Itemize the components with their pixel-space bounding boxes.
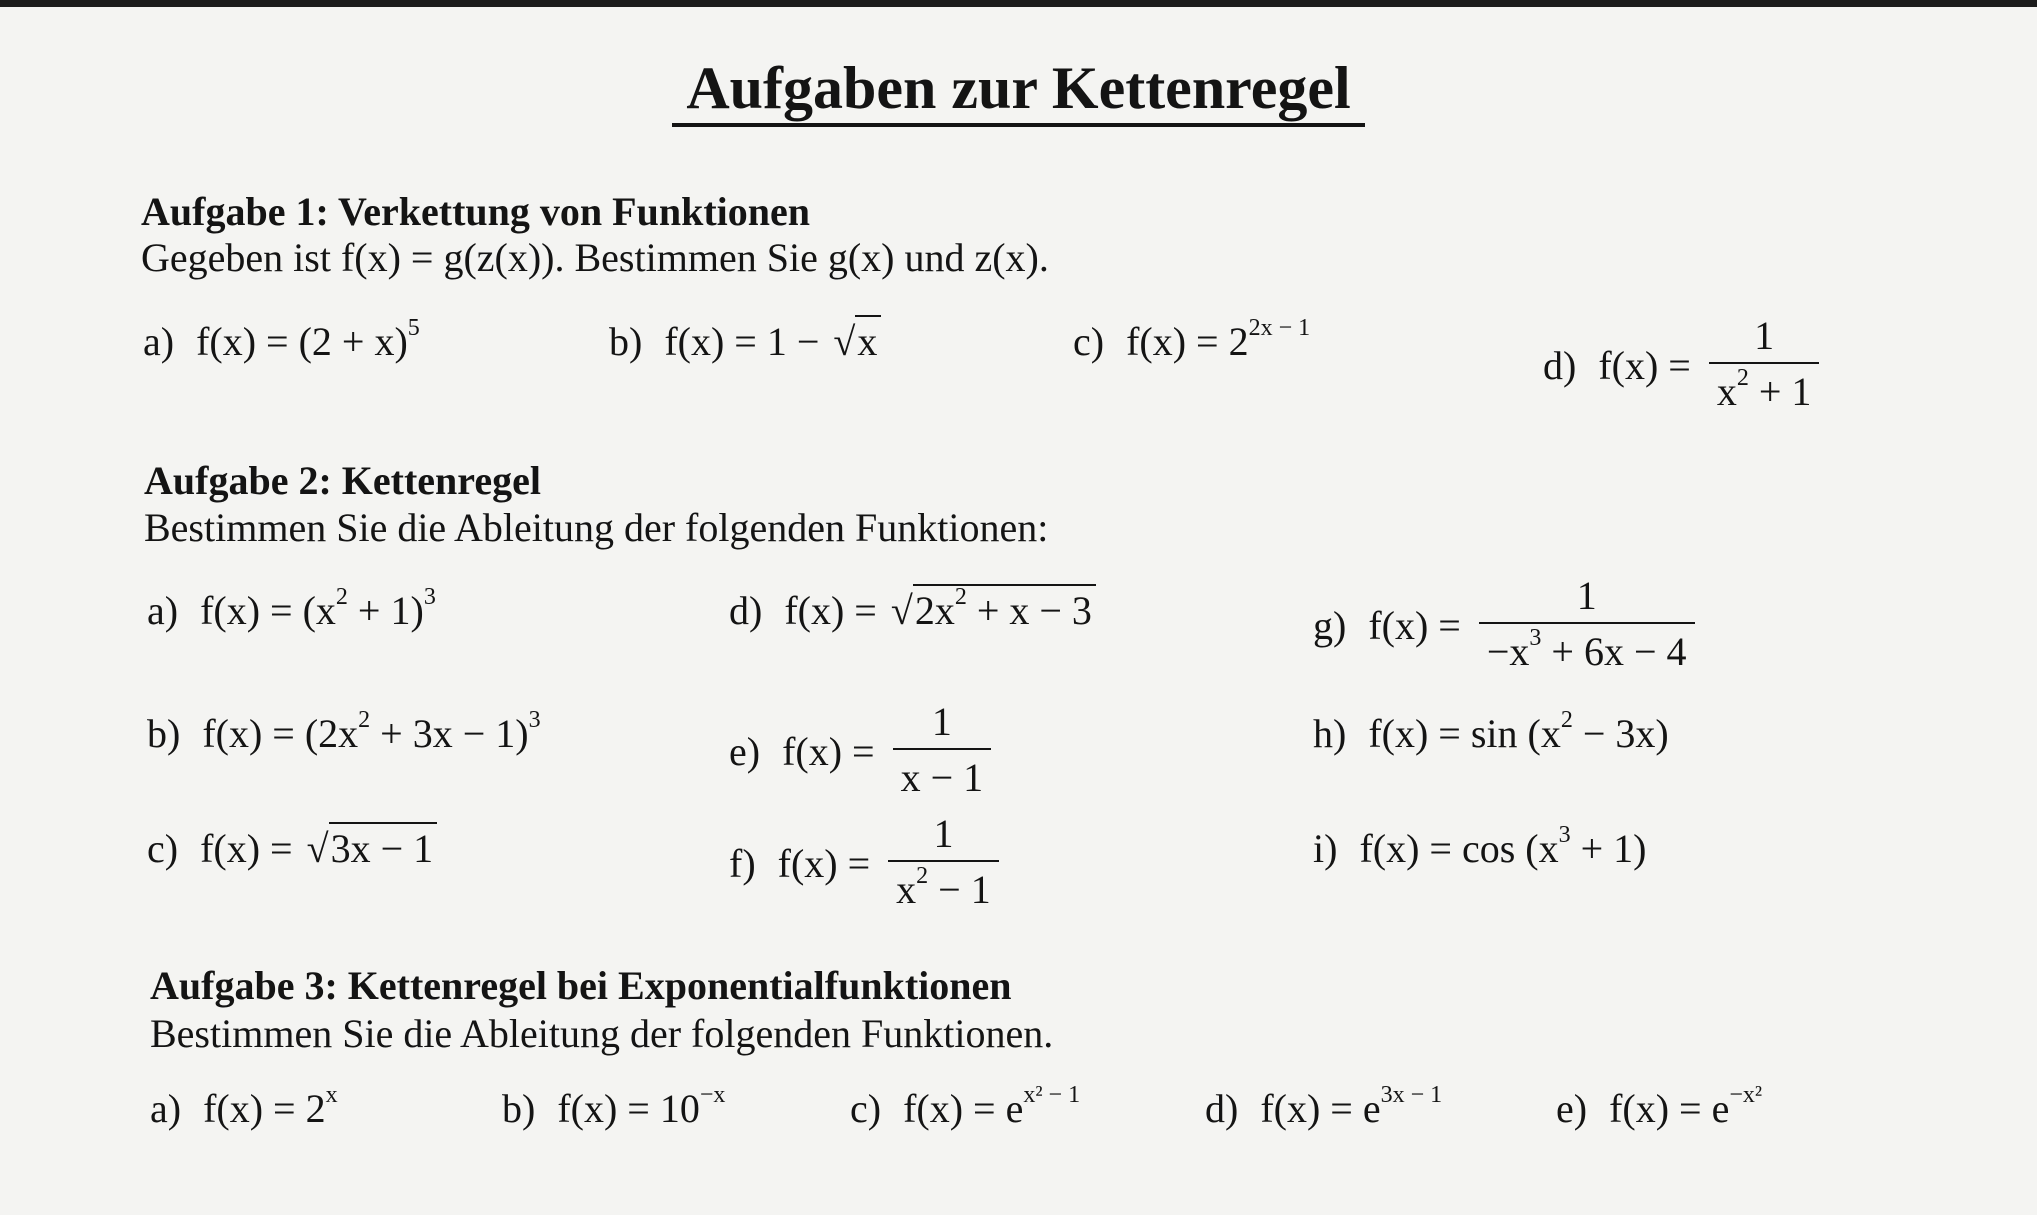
exercise-1b: b) f(x) = 1 − √x: [609, 322, 881, 362]
exercise-2d: d) $f(x) = √2x^2 + x - 3$: [729, 591, 1096, 631]
aufgabe2-heading: Aufgabe 2: Kettenregel: [144, 458, 541, 503]
exercise-2f: f) f(x) = $\frac{1}{x^2 - 1}$: [729, 820, 999, 916]
aufgabe2-instruction: Bestimmen Sie die Ableitung der folgenden Funktionen:: [144, 505, 1049, 550]
sqrt-symbol: √3x − 1: [307, 829, 438, 869]
exercise-1d: d) f(x) = $\frac{1}{x^2 + 1}$: [1543, 322, 1819, 418]
fraction: $\frac{1}{x - 1}$: [893, 702, 992, 798]
exercise-2h: h) $f(x) = \sin (x^2 - 3x)$: [1313, 706, 1669, 756]
exercise-3d: d) $f(x) = e^{3x - 1}$: [1205, 1081, 1443, 1131]
aufgabe3-heading: Aufgabe 3: Kettenregel bei Exponentialfunktionen: [150, 963, 1012, 1008]
fraction: $\frac{1}{-x^3 + 6x - 4}$: [1479, 576, 1695, 672]
exercise-2a: a) $f(x) = (x^2 + 1)^3$: [147, 583, 436, 633]
exercise-2i: i) $f(x) = \cos (x^3 + 1)$: [1313, 821, 1647, 871]
exercise-2c: c) f(x) = √3x − 1: [147, 829, 437, 869]
top-edge: [0, 0, 2037, 7]
exercise-3a: a) $f(x) = 2^x$: [150, 1081, 338, 1131]
exercise-3c: c) $f(x) = e^{x^2 - 1}$: [850, 1081, 1081, 1131]
fraction: $\frac{1}{x^2 - 1}$: [888, 814, 999, 910]
exercise-1a: a) $f(x) = (2 + x)^5$: [143, 314, 420, 364]
exercise-2g: g) f(x) = $\frac{1}{-x^3 + 6x - 4}$: [1313, 582, 1695, 678]
exercise-3e: e) $f(x) = e^{-x^2}$: [1556, 1081, 1763, 1131]
page-title: Aufgaben zur Kettenregel: [0, 54, 2037, 123]
fraction: $\frac{1}{x^2 + 1}$: [1709, 316, 1820, 412]
exercise-1c: c) $f(x) = 2^{2x - 1}$: [1073, 314, 1311, 364]
aufgabe3-instruction: Bestimmen Sie die Ableitung der folgenden Funktionen.: [150, 1011, 1054, 1056]
aufgabe1-instruction: Gegeben ist f(x) = g(z(x)). Bestimmen Sie g(x) und z(x).: [141, 235, 1049, 280]
sqrt-symbol: √x: [833, 322, 881, 362]
exercise-2e: e) f(x) = $\frac{1}{x - 1}$: [729, 708, 991, 804]
sqrt-symbol: $√2x^2 + x - 3$: [891, 591, 1096, 631]
exercise-2b: b) $f(x) = (2x^2 + 3x - 1)^3$: [147, 706, 541, 756]
exercise-3b: b) $f(x) = 10^{-x}$: [502, 1081, 726, 1131]
aufgabe1-heading: Aufgabe 1: Verkettung von Funktionen: [141, 189, 811, 234]
